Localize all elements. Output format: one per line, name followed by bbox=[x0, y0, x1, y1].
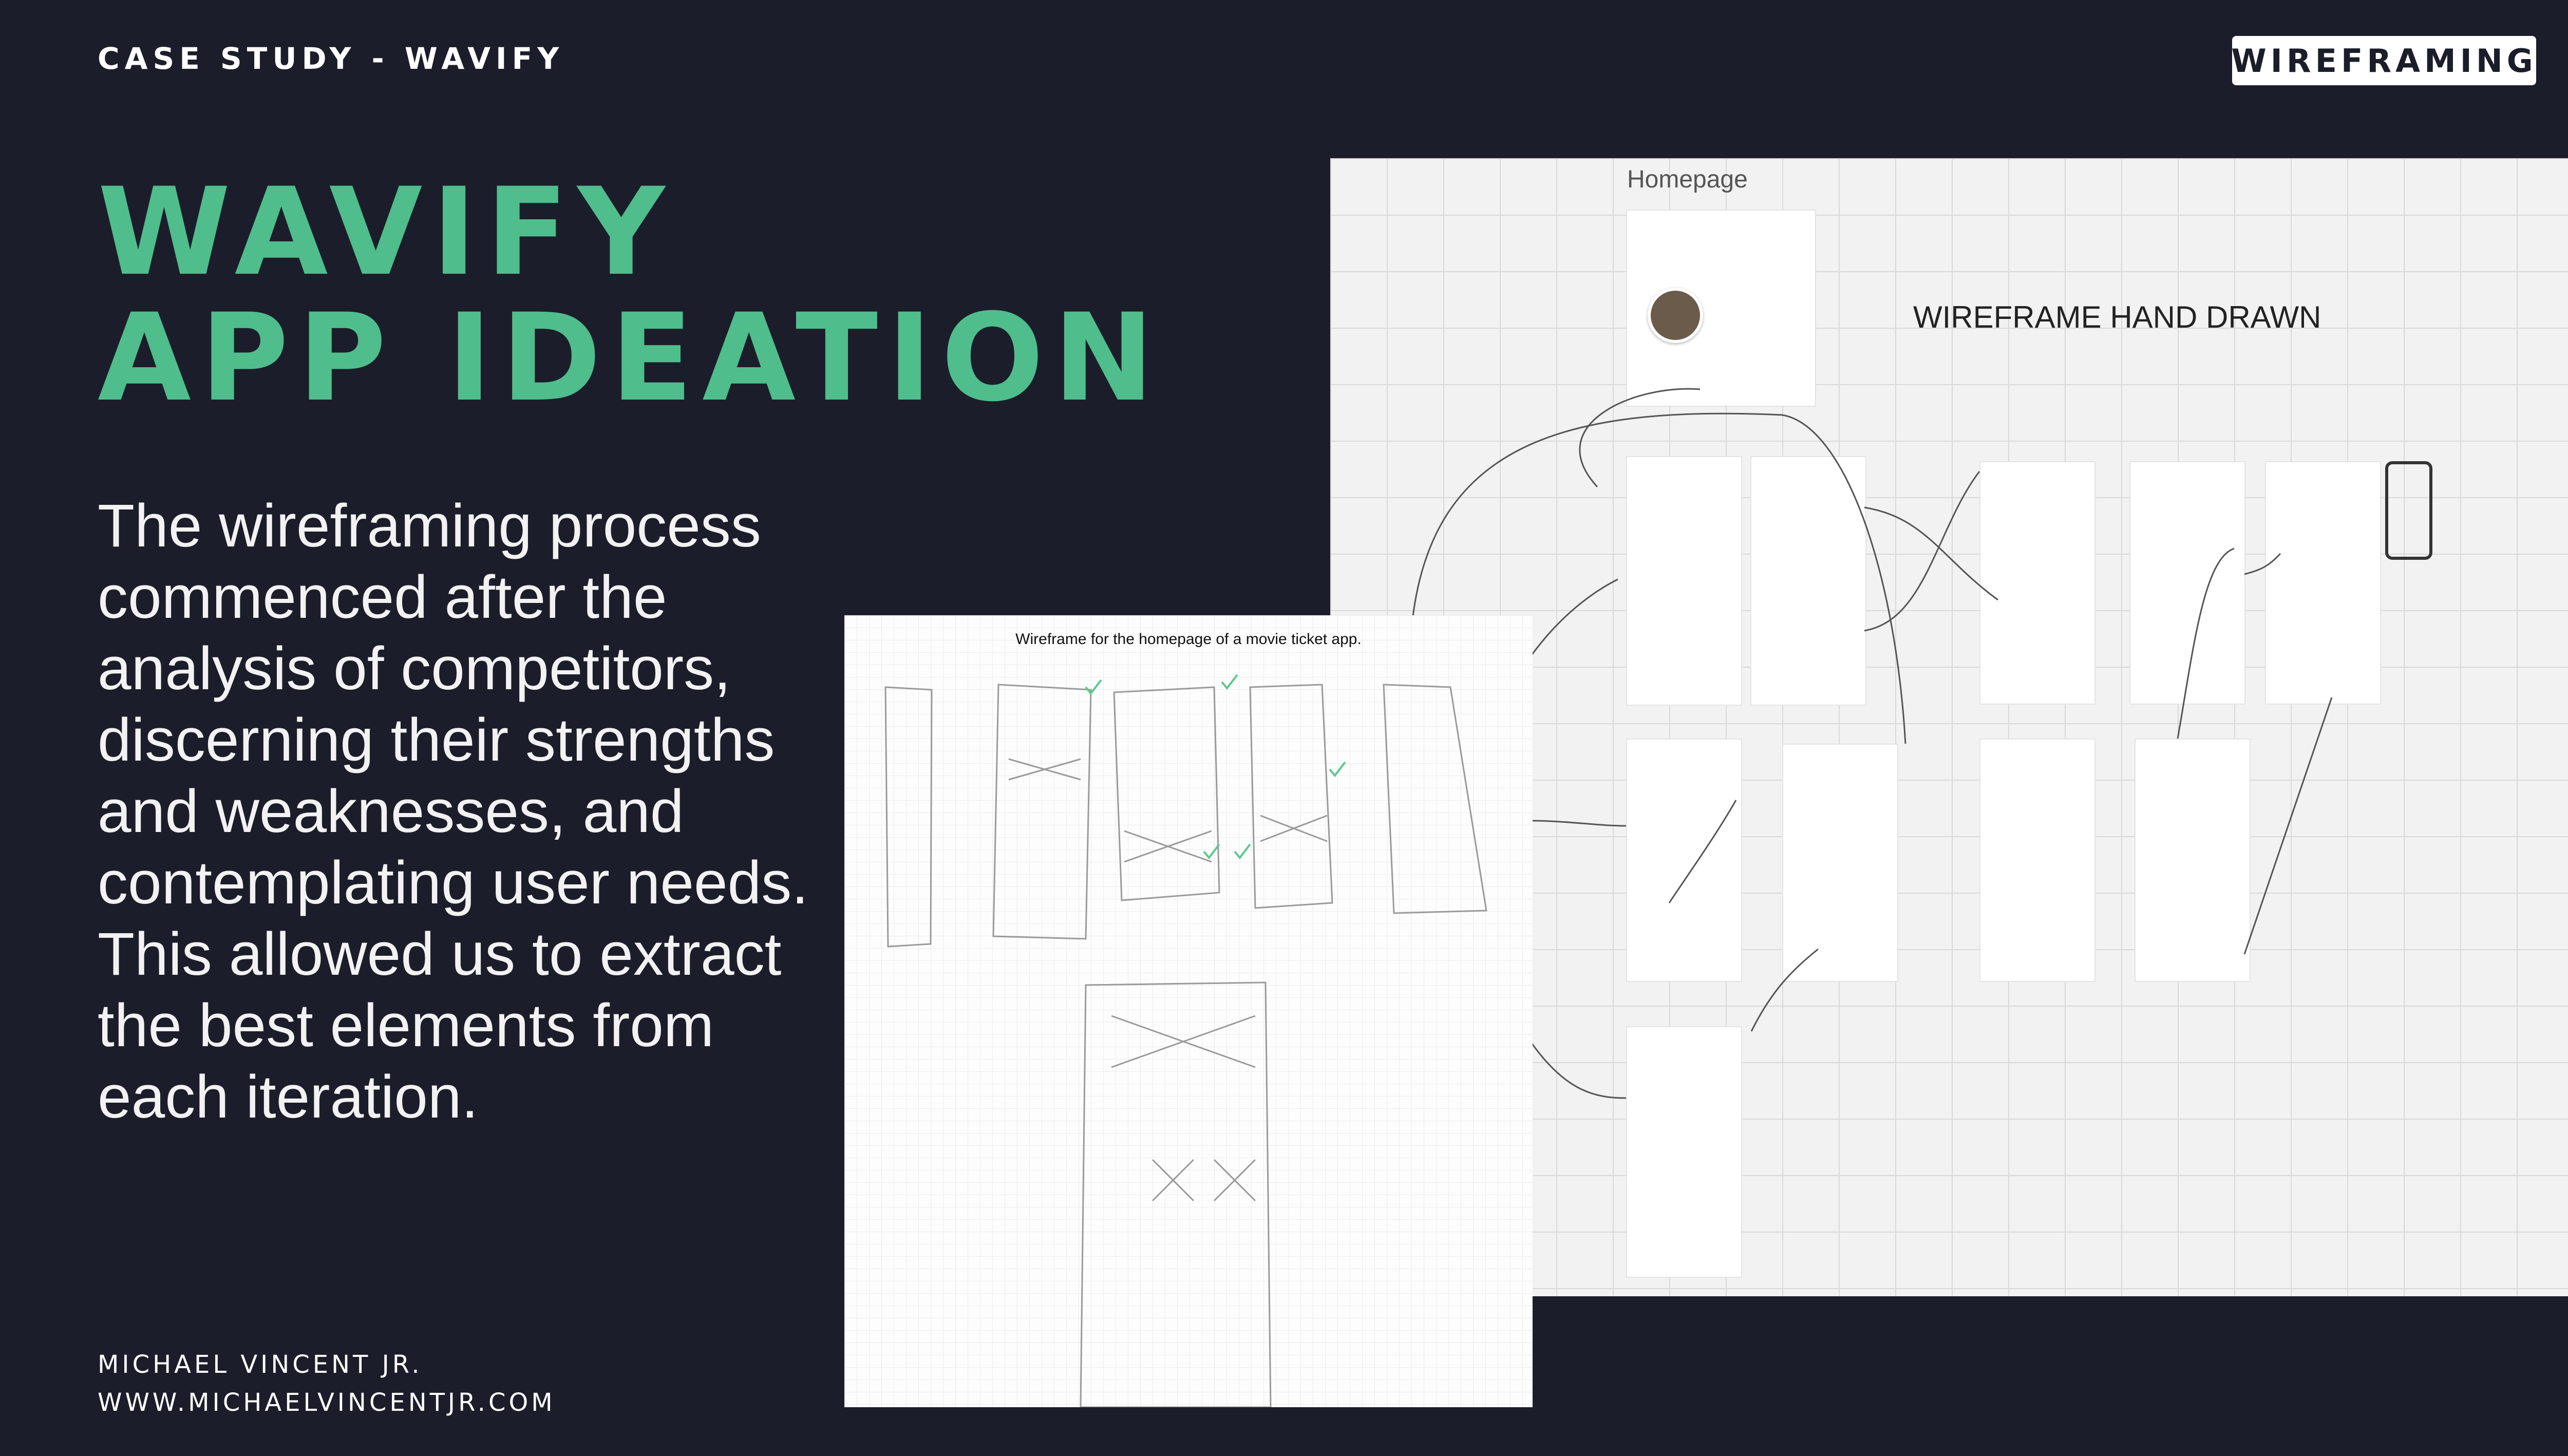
author-name: MICHAEL VINCENT JR. bbox=[98, 1350, 423, 1379]
hand-drawn-sketches bbox=[844, 615, 1533, 1407]
author-website: WWW.MICHAELVINCENTJR.COM bbox=[98, 1388, 556, 1417]
board-heading: WIREFRAME HAND DRAWN bbox=[1913, 300, 2321, 334]
description-text: The wireframing process commenced after the analysis of competitors, discerning their strengths and weaknesses, and contemplating user needs. This allowed us to extract the best elements from each iteration. bbox=[98, 492, 809, 1131]
title-line-1: WAVIFY bbox=[98, 162, 674, 302]
page-title bbox=[98, 162, 1164, 428]
sketch-sheet bbox=[844, 615, 1533, 1407]
homepage-label: Homepage bbox=[1627, 166, 1748, 193]
footer bbox=[98, 1346, 556, 1422]
title-line-2: APP IDEATION bbox=[98, 288, 1164, 428]
section-badge: WIREFRAMING bbox=[2232, 36, 2536, 85]
sketch-sheet-title: Wireframe for the homepage of a movie ticket app. bbox=[1015, 631, 1362, 648]
case-study-kicker: CASE STUDY - WAVIFY bbox=[98, 41, 564, 76]
